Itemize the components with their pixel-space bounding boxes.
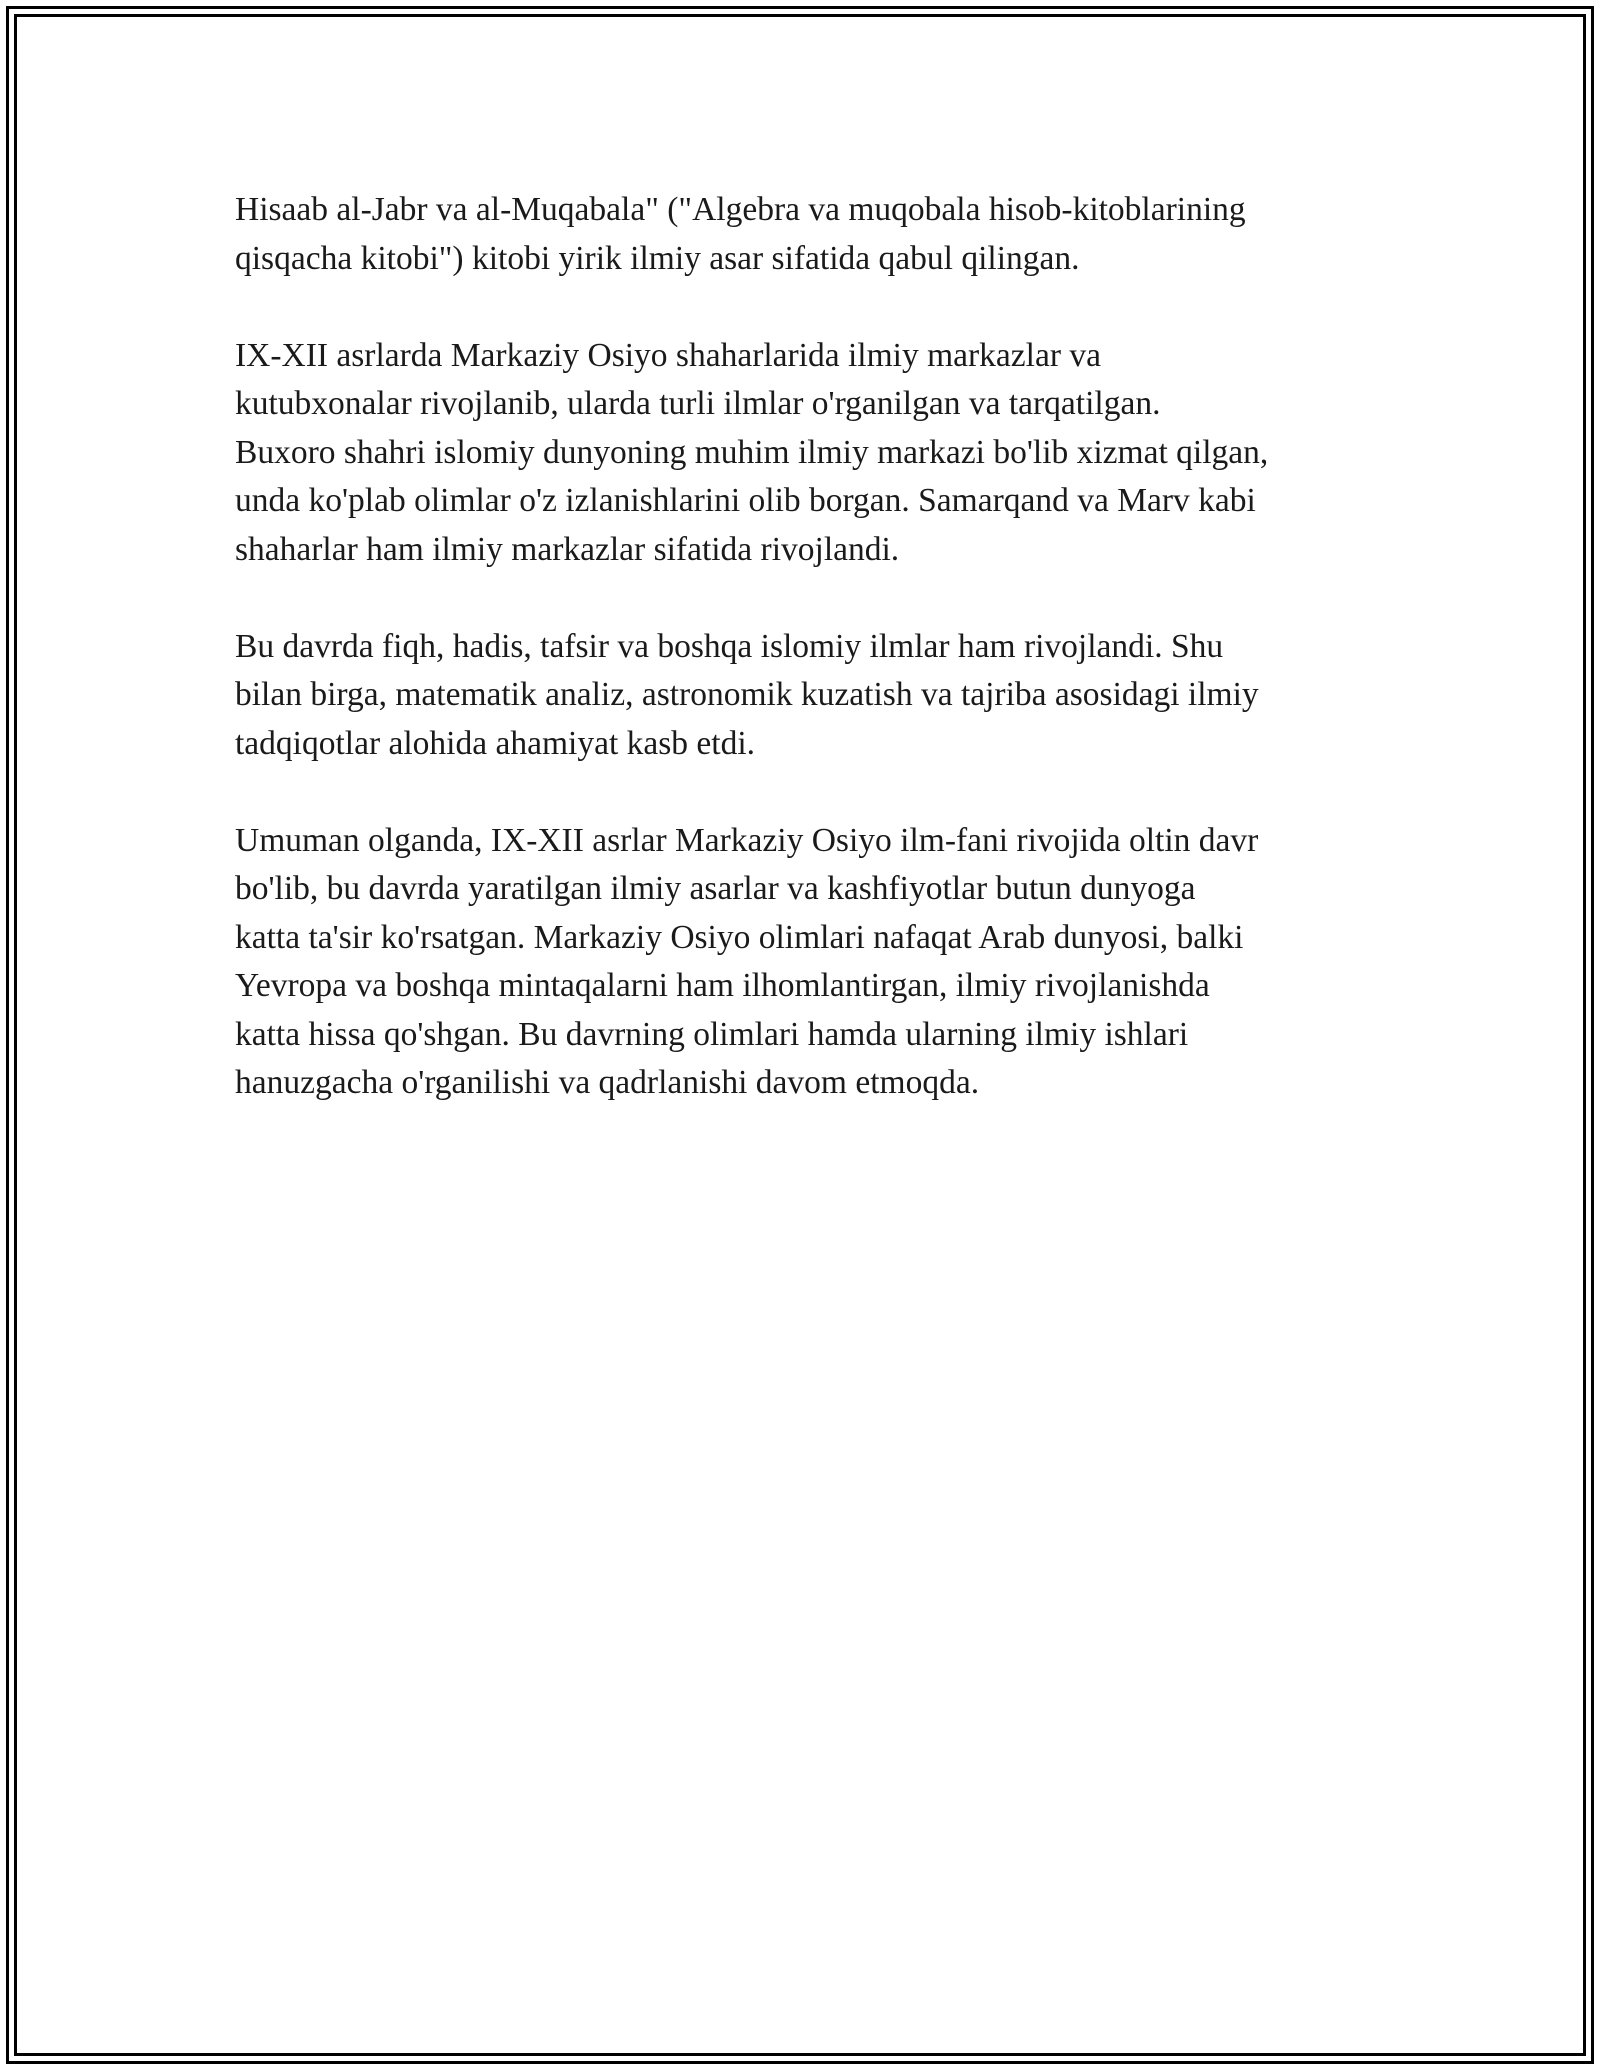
paragraph-2	[235, 332, 1385, 575]
paragraph-line: unda ko'plab olimlar o'z izlanishlarini olib borgan. Samarqand va Marv kabi	[235, 482, 1256, 519]
paragraph-line: IX-XII asrlarda Markaziy Osiyo shaharlarida ilmiy markazlar va	[235, 336, 1101, 374]
paragraph-line: shaharlar ham ilmiy markazlar sifatida rivojlandi.	[235, 530, 900, 568]
paragraph-line: katta hissa qo'shgan. Bu davrning olimlari hamda ularning ilmiy ishlari	[235, 1015, 1189, 1053]
paragraph-line: bilan birga, matematik analiz, astronomik kuzatish va tajriba asosidagi ilmiy	[235, 676, 1259, 713]
paragraph-line: Buxoro shahri islomiy dunyoning muhim ilmiy markazi bo'lib xizmat qilgan,	[235, 433, 1269, 471]
paragraph-line: Yevropa va boshqa mintaqalarni ham ilhomlantirgan, ilmiy rivojlanishda	[235, 967, 1210, 1004]
paragraph-4	[235, 817, 1385, 1108]
paragraph-line: hanuzgacha o'rganilishi va qadrlanishi davom etmoqda.	[235, 1064, 980, 1101]
paragraph-line: Bu davrda fiqh, hadis, tafsir va boshqa islomiy ilmlar ham rivojlandi. Shu	[235, 627, 1224, 665]
paragraph-line: qisqacha kitobi") kitobi yirik ilmiy asar sifatida qabul qilingan.	[235, 239, 1080, 277]
document-body	[235, 186, 1385, 1156]
paragraph-line: tadqiqotlar alohida ahamiyat kasb etdi.	[235, 724, 756, 762]
paragraph-line: bo'lib, bu davrda yaratilgan ilmiy asarlar va kashfiyotlar butun dunyoga	[235, 870, 1196, 907]
paragraph-line: katta ta'sir ko'rsatgan. Markaziy Osiyo olimlari nafaqat Arab dunyosi, balki	[235, 918, 1244, 956]
paragraph-line: Hisaab al-Jabr va al-Muqabala" ("Algebra va muqobala hisob-kitoblarining	[235, 191, 1246, 228]
paragraph-1	[235, 186, 1385, 283]
paragraph-line: Umuman olganda, IX-XII asrlar Markaziy Osiyo ilm-fani rivojida oltin davr	[235, 821, 1259, 859]
paragraph-3	[235, 623, 1385, 769]
paragraph-line: kutubxonalar rivojlanib, ularda turli ilmlar o'rganilgan va tarqatilgan.	[235, 385, 1161, 422]
